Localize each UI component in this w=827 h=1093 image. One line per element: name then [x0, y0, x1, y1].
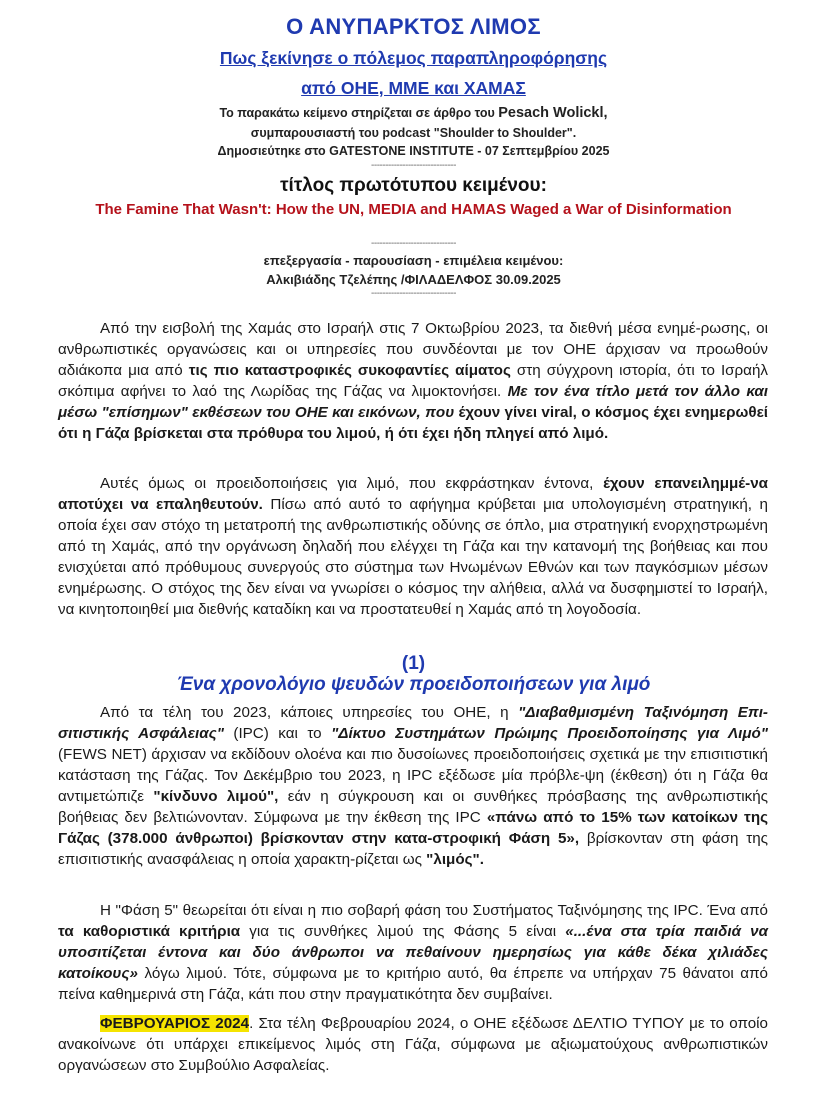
source-line2: συμπαρουσιαστή του podcast "Shoulder to Shoulder". [250, 126, 577, 140]
paragraph-2 [58, 473, 768, 620]
section-heading: Ένα χρονολόγιο ψευδών προειδοποιήσεων για λιμό [176, 674, 651, 695]
paragraph-2-text: Πίσω από αυτό το αφήγημα κρύβεται μια υπολογισμένη στρατηγική, η οποία έχει σαν στόχο τη μετατροπή της ανθρωπιστικής οδύνης σε όπλο, μια στρατηγική ενορχηστρωμένη από τη Χαμάς, από την οργάνωση δηλαδή που ελέγχει τη Γάζα και την κατανομή της βοήθειας και που ενισχύεται από πρόθυμους συνεργούς στο σύστημα των Ηνωμένων Εθνών και των παγκόσμιων μέσων ενημέρωσης. Ο στόχος της δεν είναι να γνωρίσει ο κόσμος την αλήθεια, αλλά να δυσφημιστεί το Ισραήλ, να κινητοποιηθεί μια διεθνής καταδίκη και να προστατευθεί η Χαμάς από τη λογοδοσία. [58, 496, 768, 618]
original-title: The Famine That Wasn't: How the UN, MEDIA and HAMAS Waged a War of Disinformation [95, 201, 732, 218]
document-subtitle-line1: Πως ξεκίνησε ο πόλεμος παραπληροφόρησης [219, 48, 608, 68]
paragraph-1-bold-italic: Με τον ένα τίτλο μετά τον άλλο και μέσω "επίσημων" εκθέσεων του ΟΗΕ και εικόνων, που [58, 383, 768, 421]
paragraph-4 [58, 900, 768, 1005]
paragraph-4-text: για τις συνθήκες λιμού της Φάσης 5 είναι [240, 923, 566, 940]
original-title-label: τίτλος πρωτότυπου κειμένου: [280, 175, 547, 196]
paragraph-4-text: Η "Φάση 5" θεωρείται ότι είναι η πιο σοβαρή φάση του Συστήματος Ταξινόμησης της IPC. Ένα από [100, 902, 768, 919]
paragraph-1 [58, 318, 768, 444]
paragraph-4-bold-italic: «...ένα στα τρία παιδιά να υποσιτίζεται έντονα και δύο άνθρωποι να πεθαίνουν ημερησίως για κάθε δέκα χιλιάδες κατοίκους» [58, 923, 768, 982]
paragraph-1-bold-end: έχουν γίνει viral, ο κόσμος έχει ενημερωθεί ότι η Γάζα βρίσκεται στα πρόθυρα του λιμού, ή ότι έχει ήδη πληγεί από λιμό. [58, 404, 769, 442]
paragraph-1-bold: τις πιο καταστροφικές συκοφαντίες αίματος [188, 362, 511, 379]
source-line1-prefix: Το παρακάτω κείμενο στηρίζεται σε άρθρο του [219, 106, 495, 120]
paragraph-4-bold: τα καθοριστικά κριτήρια [58, 923, 241, 940]
paragraph-3-bold: "λιμός". [426, 851, 484, 868]
paragraph-3-text: Από τα τέλη του 2023, κάποιες υπηρεσίες του ΟΗΕ, η [100, 704, 519, 721]
paragraph-3-bold-italic: "Δίκτυο Συστημάτων Πρώιμης Προειδοποίησης για Λιμό" [331, 725, 768, 742]
divider: ------------------------------ [371, 160, 456, 171]
paragraph-3-text: (FEWS NET) άρχισαν να εκδίδουν ολοένα και πιο δυσοίωνες προειδοποιήσεις σχετικά με την επισιτιστική κατάσταση της Γάζας. Τον Δεκέμβριο του 2023, η IPC εξέδωσε μία πρόβλε-ψη (έκθεση) ότι η Γάζα θα αντιμετώπιζε [58, 746, 768, 805]
paragraph-3-bold: "κίνδυνο λιμού", [153, 788, 279, 805]
section-number: (1) [401, 653, 426, 674]
document-title: Ο ΑΝΥΠΑΡΚΤΟΣ ΛΙΜΟΣ [286, 14, 541, 39]
source-line1 [0, 105, 827, 121]
paragraph-2-text: Αυτές όμως οι προειδοποιήσεις για λιμό, που εκφράστηκαν έντονα, [100, 475, 604, 492]
paragraph-1-text: στη σύγχρονη ιστορία, ότι το Ισραήλ σκόπιμα αφήνει το λαό της Λωρίδας της Γάζας να λιμοκτονήσει. [58, 362, 769, 400]
editing-line1: επεξεργασία - παρουσίαση - επιμέλεια κειμένου: [263, 253, 564, 268]
paragraph-3-text: (IPC) και το [223, 725, 332, 742]
paragraph-3 [58, 702, 768, 870]
source-author: Pesach Wolickl, [498, 105, 608, 121]
date-highlight: ΦΕΒΡΟΥΑΡΙΟΣ 2024 [100, 1015, 250, 1032]
editing-line2: Αλκιβιάδης Τζελέπης /ΦΙΛΑΔΕΛΦΟΣ 30.09.2025 [266, 272, 561, 287]
divider: ------------------------------ [371, 238, 456, 249]
document-subtitle-line2: από ΟΗΕ, ΜΜΕ και ΧΑΜΑΣ [301, 78, 526, 98]
paragraph-3-text: εάν η σύγκρουση και οι συνθήκες πρόσβασης της ανθρωπιστικής βοήθειας δεν βελτιώνονταν. Σύμφωνα με την έκθεση της IPC [58, 788, 768, 826]
paragraph-3-bold: «πάνω από το 15% των κατοίκων της Γάζας (378.000 άνθρωποι) βρίσκονταν στην κατα-στροφική Φάση 5», [58, 809, 769, 847]
paragraph-3-text: βρίσκονταν στη φάση της επισιτιστικής ανασφάλειας η οποία χαρακτη-ρίζεται ως [58, 830, 768, 868]
paragraph-1-text: Από την εισβολή της Χαμάς στο Ισραήλ στις 7 Οκτωβρίου 2023, τα διεθνή μέσα ενημέ-ρωσης, οι ανθρωπιστικές οργανώσεις και οι υπηρεσίες που συνδέονται με τον ΟΗΕ άρχισαν να προωθούν αδιάκοπα μια από [58, 320, 768, 379]
paragraph-5 [58, 1013, 768, 1076]
source-line3: Δημοσιεύτηκε στο GATESTONE INSTITUTE - 07 Σεπτεμβρίου 2025 [217, 144, 610, 158]
paragraph-3-bold-italic: "Διαβαθμισμένη Ταξινόμηση Επι-σιτιστικής Ασφάλειας" [58, 704, 768, 742]
divider: ------------------------------ [371, 288, 456, 299]
paragraph-5-text: . Στα τέλη Φεβρουαρίου 2024, ο ΟΗΕ εξέδωσε ΔΕΛΤΙΟ ΤΥΠΟΥ με το οποίο ανακοίνωνε ότι υπάρχει επικείμενος λιμός στη Γάζα, σύμφωνα με αξιωματούχους ανθρωπιστικών οργανώσεων στο Συμβούλιο Ασφαλείας. [58, 1015, 769, 1074]
paragraph-4-text: λόγω λιμού. Τότε, σύμφωνα με το κριτήριο αυτό, θα έπρεπε να υπήρχαν 75 θάνατοι από πείνα καθημερινά στη Γάζα, κάτι που στην πραγματικότητα δεν συμβαίνει. [58, 965, 768, 1003]
paragraph-2-bold: έχουν επανειλημμέ-να αποτύχει να επαληθευτούν. [58, 475, 768, 513]
